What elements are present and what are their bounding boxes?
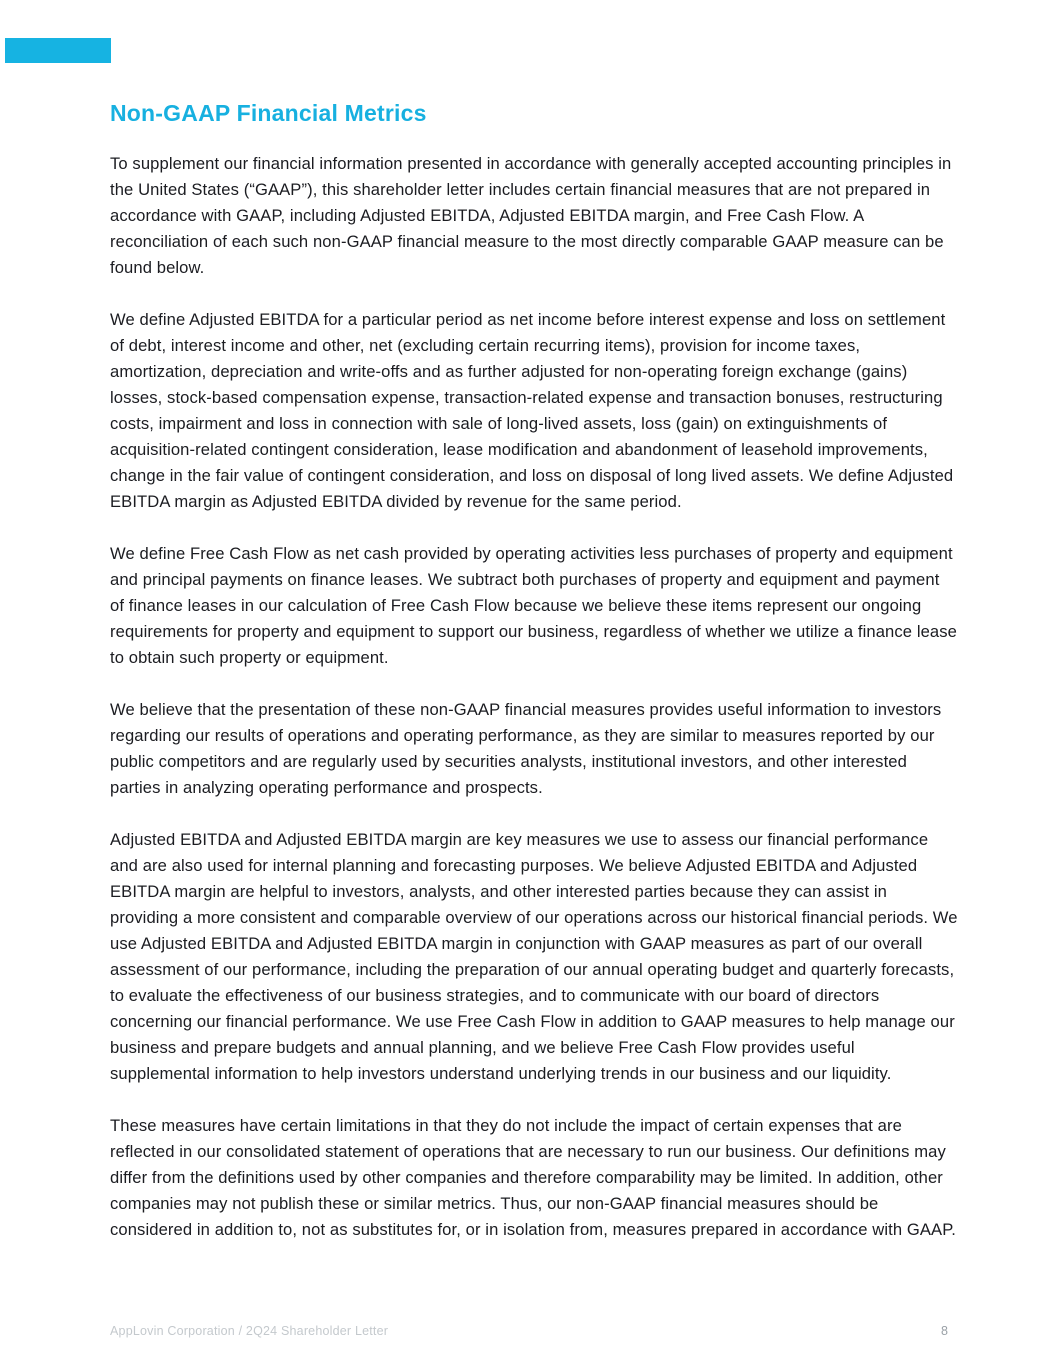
paragraph-limitations: These measures have certain limitations in that they do not include the impact of certain expenses that are reflected in our consolidated statement of operations that are necessary to run our business. Our definitions may differ from the definitions used by other companies and therefore comparability may be limited. In addition, other companies may not publish these or similar metrics. Thus, our non-GAAP financial measures should be considered in addition to, not as substitutes for, or in isolation from, measures prepared in accordance with GAAP. bbox=[110, 1116, 956, 1239]
document-body bbox=[110, 100, 958, 1269]
paragraph-presentation-rationale: We believe that the presentation of these non-GAAP financial measures provides useful information to investors regarding our results of operations and operating performance, as they are similar to measures reported by our public competitors and are regularly used by securities analysts, institutional investors, and other interested parties in analyzing operating performance and prospects. bbox=[110, 700, 942, 797]
footer-document-title: AppLovin Corporation / 2Q24 Shareholder Letter bbox=[110, 1324, 389, 1338]
page-number: 8 bbox=[941, 1324, 948, 1338]
footer bbox=[110, 1324, 948, 1338]
paragraph-key-measures-usage: Adjusted EBITDA and Adjusted EBITDA margin are key measures we use to assess our financial performance and are also used for internal planning and forecasting purposes. We believe Adjusted EBITDA and Adjusted EBITDA margin are helpful to investors, analysts, and other interested parties because they can assist in providing a more consistent and comparable overview of our operations across our historical financial periods. We use Adjusted EBITDA and Adjusted EBITDA margin in conjunction with GAAP measures as part of our overall assessment of our performance, including the preparation of our annual operating budget and quarterly forecasts, to evaluate the effectiveness of our business strategies, and to communicate with our board of directors concerning our financial performance. We use Free Cash Flow in addition to GAAP measures to help manage our business and prepare budgets and annual planning, and we believe Free Cash Flow provides useful supplemental information to help investors understand underlying trends in our business and our liquidity. bbox=[110, 830, 958, 1083]
accent-bar bbox=[5, 38, 111, 63]
paragraph-supplement-intro: To supplement our financial information presented in accordance with generally accepted accounting principles in the United States (“GAAP”), this shareholder letter includes certain financial measures that are not prepared in accordance with GAAP, including Adjusted EBITDA, Adjusted EBITDA margin, and Free Cash Flow. A reconciliation of each such non-GAAP financial measure to the most directly comparable GAAP measure can be found below. bbox=[110, 154, 952, 277]
page-title: Non-GAAP Financial Metrics bbox=[110, 100, 427, 126]
paragraph-free-cash-flow-definition: We define Free Cash Flow as net cash provided by operating activities less purchases of property and equipment and principal payments on finance leases. We subtract both purchases of property and equipment and payment of finance leases in our calculation of Free Cash Flow because we believe these items represent our ongoing requirements for property and equipment to support our business, regardless of whether we utilize a finance lease to obtain such property or equipment. bbox=[110, 544, 957, 667]
paragraph-adjusted-ebitda-definition: We define Adjusted EBITDA for a particular period as net income before interest expense and loss on settlement of debt, interest income and other, net (excluding certain recurring items), provision for income taxes, amortization, depreciation and write-offs and as further adjusted for non-operating foreign exchange (gains) losses, stock-based compensation expense, transaction-related expense and transaction bonuses, restructuring costs, impairment and loss in connection with sale of long-lived assets, loss (gain) on extinguishments of acquisition-related contingent consideration, lease modification and abandonment of leasehold improvements, change in the fair value of contingent consideration, and loss on disposal of long lived assets. We define Adjusted EBITDA margin as Adjusted EBITDA divided by revenue for the same period. bbox=[110, 310, 954, 511]
